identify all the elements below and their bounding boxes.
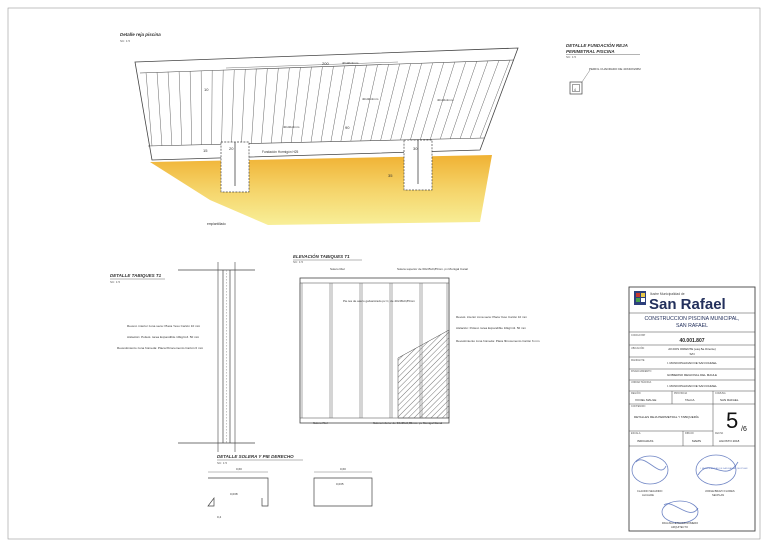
foundation-detail — [566, 42, 641, 94]
elevation-note-r2: Aislación: Poliest. tarea Expandible 10kg/m3. 50 mm — [456, 326, 527, 330]
foundation-detail-title-1: DETALLE FUNDACIÓN REJA — [566, 43, 628, 48]
row3-value: GOBIERNO REGIONAL DEL MAULE — [666, 373, 718, 377]
fence-bar — [281, 68, 289, 143]
fence-bar — [271, 68, 278, 143]
profile-label: PERFIL CUADRADO DE 40X40X2MM — [589, 67, 641, 71]
fence-bar — [321, 66, 334, 142]
partition-note-2: Aislación: Poliest. tarea Expandible 10kg/m3. 50 mm — [127, 335, 200, 339]
fence-detail — [120, 32, 518, 226]
fence-detail-scale: SC: 1:5 — [120, 39, 131, 43]
sole-title: DETALLE SOLERA Y PIE DERECHO — [217, 454, 294, 459]
dim-4: 4 — [574, 88, 576, 92]
row1-label: UBICACIÓN — [631, 347, 645, 350]
dim-30: 30 — [413, 146, 418, 151]
fence-bar — [201, 71, 202, 145]
dim-tube-right: 40x40x2mm — [437, 98, 454, 102]
partition-scale: SC: 1:5 — [110, 280, 121, 284]
dim-200: 200 — [322, 61, 329, 66]
row1-value: AV.DOS ORIENTE (esq.5a.Oriente) — [668, 347, 716, 351]
fence-bar — [168, 72, 172, 146]
code-label: CODIGO BIP — [631, 334, 646, 337]
row4-value: I. MUNICIPALIDAD DE SAN RAFAEL — [666, 384, 718, 388]
fence-bottom-rail — [148, 138, 484, 146]
title-block — [629, 287, 755, 531]
elevation-hatch — [398, 330, 449, 418]
elevation-note-stud: Pie tes de acero galvanizado pv C, de 40x38x0,85mm — [343, 299, 415, 303]
fence-bar — [301, 67, 311, 143]
sole-dim-a: 0,60 — [236, 467, 242, 471]
elevation-note-r1: Revest. interior zona seca: Placa Yeso Cartón 10 mm — [456, 315, 528, 319]
fence-detail-title: Detalle reja piscina — [120, 32, 161, 37]
fence-bar — [361, 65, 378, 141]
row4-label: UNIDAD TÉCNICA — [631, 381, 652, 384]
region-label: REGIÓN — [631, 392, 641, 395]
sig2-line-2: SECPLAN — [712, 494, 725, 497]
dim-tube-left: 40x40x2mm — [283, 125, 300, 129]
fence-bar — [179, 71, 182, 145]
fence-bar — [331, 66, 345, 142]
dim-90: 90 — [345, 125, 350, 130]
foundation-detail-scale: SC: 1:5 — [566, 55, 577, 59]
soil-fill — [150, 155, 492, 225]
content-label: CONTENIDO — [631, 405, 646, 408]
elevation-note-bottom-left: Solero Riel — [313, 421, 328, 425]
logo-cell-1 — [636, 293, 640, 297]
sole-dim-b: 0,60 — [340, 467, 346, 471]
fence-bar — [157, 72, 162, 146]
org-name: San Rafael — [649, 296, 726, 313]
partition-detail — [110, 262, 255, 452]
scale-label: ESCALA — [631, 432, 641, 435]
region-value: VII DEL MAULE — [635, 398, 657, 402]
fence-bar — [212, 70, 213, 144]
drawn-value: MAMS — [692, 439, 701, 443]
fence-bar — [450, 61, 477, 139]
fence-bar — [291, 67, 300, 142]
stud-section — [208, 478, 268, 506]
sole-label-b: 0,035 — [336, 482, 344, 486]
province-value: TALCA — [685, 398, 695, 402]
row2-value: I. MUNICIPALIDAD DE SAN RAFAEL — [666, 361, 718, 365]
fence-bar — [460, 61, 488, 139]
elevation-note-bottom: Solera inferior de 60x35x0,85mm. pv Montgal Canal — [373, 421, 443, 425]
sole-detail — [208, 454, 372, 519]
sole-label-a: 0,038 — [230, 492, 238, 496]
fence-bar — [351, 65, 367, 141]
dim-tube-top: 40x40x2mm — [342, 61, 359, 65]
fence-bars — [146, 60, 510, 146]
row1-value-2: S/N — [689, 352, 695, 356]
sig3-line-2: ARQUITECTO — [671, 526, 688, 529]
fence-bar — [241, 69, 245, 144]
fence-bar — [251, 69, 256, 144]
fence-bar — [146, 73, 152, 147]
sig2-line-1: JORGE BRAVO FLORES — [705, 490, 735, 493]
row3-label: FINANCIAMIENTO — [631, 370, 652, 373]
drawn-label: DIBUJO — [685, 432, 694, 435]
dim-15: 15 — [203, 148, 208, 153]
sig1-line-2: ALCALDE — [642, 494, 654, 497]
content-value: DETALLES REJA PERIMETRAL Y TABIQUERÍA — [634, 415, 699, 419]
fence-bar — [222, 70, 224, 144]
stamp-text: I. MUNICIPALIDAD DE SAN RAFAEL SECPLAN — [700, 468, 748, 470]
dim-tube-mid: 40x40x2mm — [362, 97, 379, 101]
partition-note-3: Revestimiento zona húmeda: Placa fibrocemento Cartón 6 mm — [117, 346, 204, 350]
sig1-line-1: CLAUDIO SEGUNDO — [637, 490, 663, 493]
partition-title: DETALLE TABIQUES T1 — [110, 273, 162, 278]
date-label: FECHA — [715, 432, 724, 435]
elevation-title: ELEVACIÓN TABIQUES T1 — [293, 254, 350, 259]
foundation-detail-title-2: PERIMETRAL PISCINA — [566, 49, 615, 54]
fence-bar — [391, 63, 411, 140]
sheet-total: /6 — [741, 426, 747, 433]
elevation-note-r3: Revestimiento zona húmeda: Placa fibrocemento Cartón 6 mm — [456, 339, 540, 343]
elevation-note-top-left: Solero Riel — [330, 267, 345, 271]
project-line-1: CONSTRUCCION PISCINA MUNICIPAL, — [644, 316, 740, 322]
elevation-scale: SC: 1:5 — [293, 260, 304, 264]
dim-35: 35 — [388, 173, 393, 178]
dim-20: 20 — [229, 146, 234, 151]
sole-scale: SC: 1:5 — [217, 461, 228, 465]
dim-10: 10 — [204, 87, 209, 92]
fence-bar — [190, 71, 192, 145]
logo-cell-3 — [636, 298, 640, 302]
code-value: 40.001.807 — [679, 338, 705, 344]
profile-leader — [582, 70, 590, 82]
soil-label: emplantillado — [207, 222, 226, 226]
square-profile — [570, 82, 582, 94]
row2-label: MANDANTE — [631, 359, 645, 362]
org-line: Ilustre Municipalidad de — [650, 292, 685, 296]
logo-cell-4 — [641, 298, 645, 302]
sig3-line-1: PAULINA LETELIER ROMERO — [662, 522, 699, 525]
commune-value: SAN RAFAEL — [720, 398, 739, 402]
elevation-detail — [293, 253, 540, 425]
fence-bar — [232, 69, 235, 144]
fence-bar — [400, 63, 421, 140]
logo-cell-2 — [641, 293, 645, 297]
fence-bar — [371, 64, 389, 141]
fence-bar — [311, 66, 322, 142]
fence-bar — [261, 68, 267, 143]
commune-label: COMUNA — [715, 392, 726, 395]
province-label: PROVINCIA — [674, 392, 688, 395]
project-line-2: SAN RAFAEL — [675, 323, 709, 329]
scale-value: INDICADAS — [637, 439, 654, 443]
fence-bar — [381, 64, 400, 141]
sheet-number: 5 — [726, 408, 739, 433]
fence-bar — [410, 63, 432, 140]
sole-dim-c: 0,4 — [217, 515, 222, 519]
elevation-note-top-right: Solera superior de 60x35x0,85mm. pv Montgal Canal — [397, 267, 468, 271]
date-value: AGOSTO 2018 — [719, 439, 740, 443]
foundation-label: Fundación Hormigón H25 — [262, 150, 299, 154]
partition-note-1: Revest. interior zona seca: Placa Yeso Cartón 10 mm — [127, 324, 201, 328]
